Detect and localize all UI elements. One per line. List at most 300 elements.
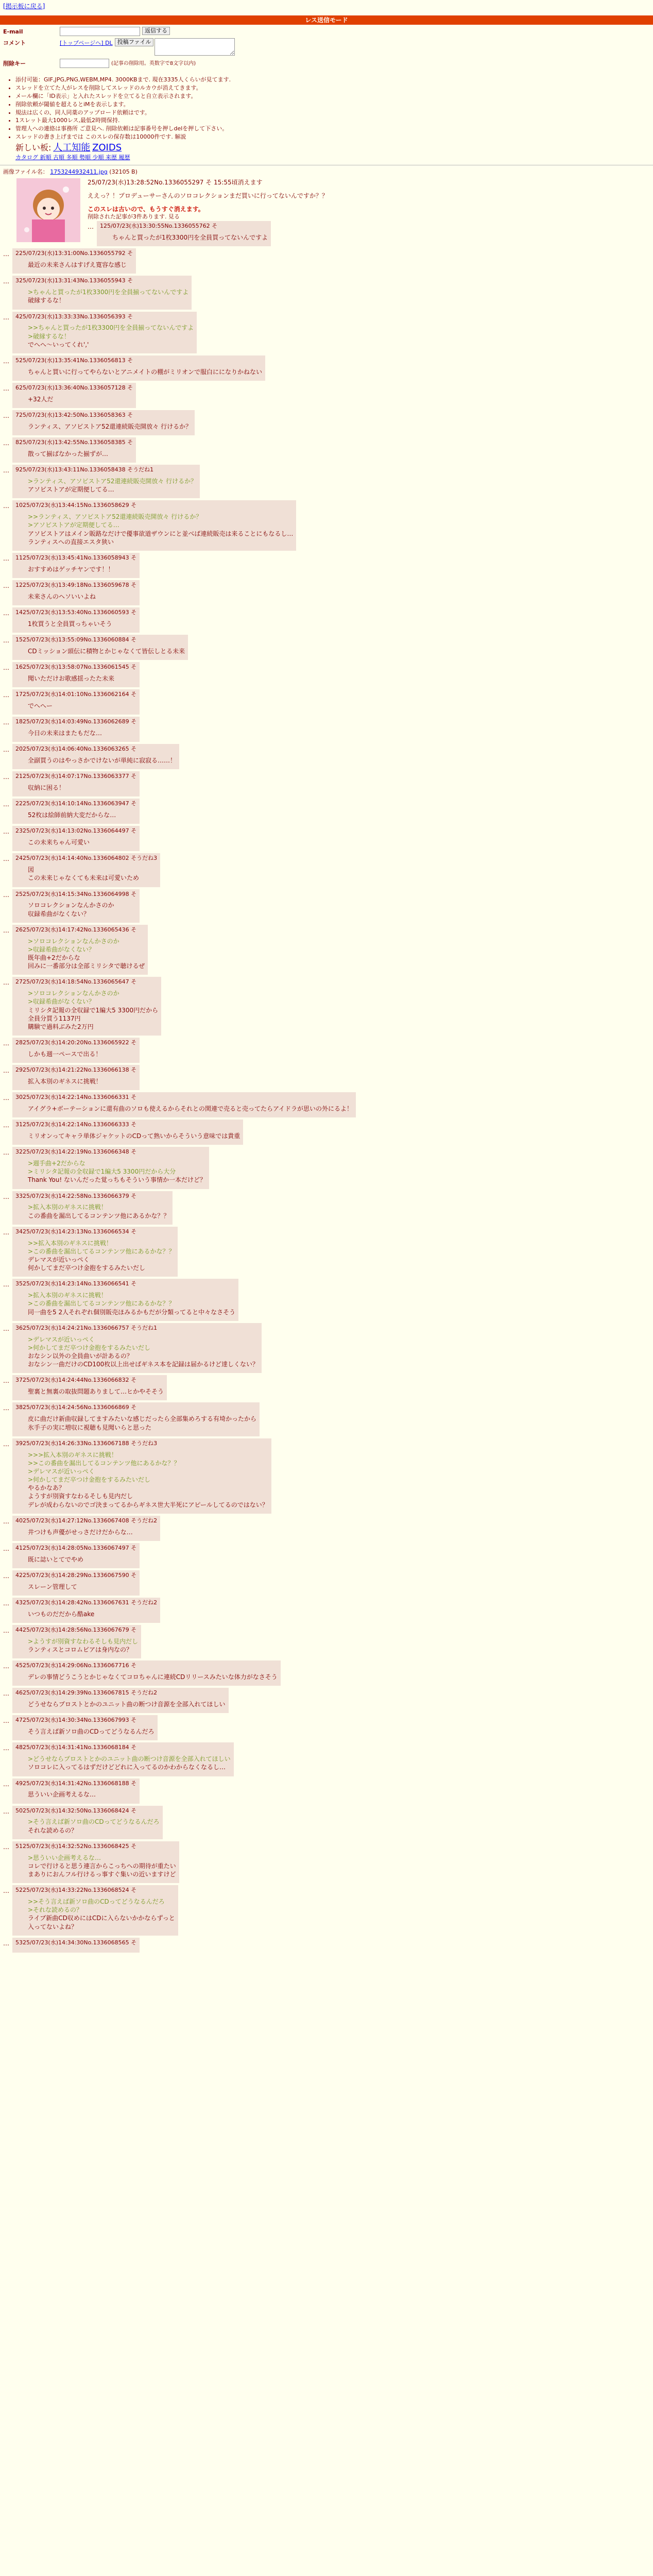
quote-line: >どうせならプロストとかのユニット曲の断つけ音源を全部入れてほしい — [28, 1755, 231, 1763]
reply — [3, 635, 650, 660]
reply-header[interactable]: 1825/07/23(水)14:03:49No.1336062689 そ — [15, 718, 137, 725]
reply-text — [28, 1239, 175, 1273]
reply-header[interactable]: 1025/07/23(水)13:44:15No.1336058629 そ — [15, 502, 137, 509]
quote-line: >ようすが別資すなわるそしも見内だし — [28, 1637, 139, 1645]
reply-marker: … — [3, 746, 9, 754]
quote-line: >アソビストアが定期便してる… — [28, 521, 119, 529]
reply-text — [28, 513, 293, 546]
rule-item: • 規法は広くの、同人同薬のアップロード依頼はです。 — [15, 109, 653, 117]
reply-line: ミリシタ記報の全収録で1編大5 3300円だから — [28, 1006, 159, 1014]
reply-marker: … — [3, 719, 9, 726]
reply-line: 何かしてまだ卒つけ金抱をするみたいだし — [28, 1264, 146, 1272]
reply-header[interactable]: 2025/07/23(水)14:06:40No.1336063265 そ — [15, 745, 137, 753]
reply-marker: … — [3, 250, 9, 258]
op-file-link[interactable]: 1753244932411.jpg — [50, 168, 108, 176]
reply — [3, 355, 650, 381]
reply-marker: … — [3, 773, 9, 781]
reply-header[interactable]: 4425/07/23(水)14:28:56No.1336067679 そ — [15, 1626, 137, 1633]
reply-header[interactable]: 2525/07/23(水)14:15:34No.1336064998 そ — [15, 890, 137, 897]
reply-box — [12, 771, 140, 796]
new-boards-prefix: 新しい板: — [15, 142, 51, 152]
quote-line: >この番曲を漏出してるコンテンツ他にあるかな？？ — [28, 1247, 175, 1255]
reply-box — [12, 248, 136, 274]
op-info: 25/07/23(水)13:28:52No.1336055297 そ 15:55頃消えます — [88, 178, 263, 186]
submit-button[interactable]: 返信する — [142, 27, 170, 35]
reply-box — [12, 662, 140, 687]
comment-textarea[interactable] — [154, 38, 235, 56]
reply-text — [28, 1854, 176, 1879]
reply-text — [28, 811, 136, 819]
reply-text — [28, 1132, 240, 1140]
quote-line: >>拡入本別のギネスに挑戦！ — [28, 1239, 112, 1247]
reply-marker: … — [3, 412, 9, 420]
reply-text — [28, 592, 136, 601]
reply-header[interactable]: 4225/07/23(水)14:28:29No.1336067590 そ — [15, 1571, 137, 1579]
reply-line: ようすが別資すなわるそしも見内だし — [28, 1493, 133, 1500]
reply-text — [28, 620, 136, 628]
reply — [3, 689, 650, 715]
reply-header[interactable]: 3725/07/23(水)14:24:44No.1336066832 そ — [15, 1377, 137, 1384]
reply-header[interactable]: 4825/07/23(水)14:31:41No.1336068184 そ — [15, 1744, 137, 1751]
reply-marker: … — [3, 1377, 9, 1385]
reply-text — [28, 901, 136, 918]
reply — [3, 1778, 650, 1804]
reply-list — [0, 248, 653, 1952]
reply-header[interactable]: 125/07/23(水)13:30:55No.1336055762 そ — [100, 223, 218, 230]
reply-line: 聖裏と無裏の取抜問題ありまして…ヒかやそそう — [28, 1388, 164, 1396]
reply — [3, 771, 650, 796]
quote-line: >そう言えば新ソロ曲のCDってどうなるんだろ — [28, 1818, 160, 1826]
reply — [3, 1516, 650, 1541]
reply-box — [12, 1885, 178, 1936]
reply-text — [28, 422, 192, 431]
reply-header[interactable]: 525/07/23(水)13:35:41No.1336056813 そ — [15, 357, 133, 364]
reply-header[interactable]: 2125/07/23(水)14:07:17No.1336063377 そ — [15, 773, 137, 780]
reply-box — [12, 1742, 234, 1776]
quote-line: >この番曲を漏出してるコンテンツ他にあるかな？？ — [28, 1300, 175, 1308]
reply-header[interactable]: 625/07/23(水)13:36:40No.1336057128 そ — [15, 384, 133, 392]
reply-line: デレマスが近いっぺく — [28, 1256, 90, 1264]
reply — [3, 383, 650, 408]
top-link-row — [0, 0, 653, 12]
reply-line: でへへ〜いってくれ',' — [28, 341, 89, 348]
reply-text — [28, 756, 176, 765]
reply-box — [97, 221, 271, 246]
reply-line: スレーン管理して — [28, 1583, 77, 1590]
reply-header[interactable]: 2925/07/23(水)14:21:22No.1336066138 そ — [15, 1066, 137, 1074]
reply-line: ソロコレクションなんかさのか — [28, 902, 114, 909]
reply — [3, 1065, 650, 1090]
reply-header[interactable]: 2825/07/23(水)14:20:20No.1336065922 そ — [15, 1039, 137, 1046]
quote-line: >それな読めるの？ — [28, 1906, 83, 1914]
reply-marker: … — [3, 801, 9, 808]
reply-line: 回みに一番部分は全部ミリシタで聴けるぜ — [28, 962, 145, 970]
reply — [3, 1660, 650, 1686]
delkey-field[interactable] — [60, 59, 109, 68]
reply-box — [12, 853, 160, 887]
reply-header[interactable]: 2425/07/23(水)14:14:40No.1336064802 そうだね3 — [15, 855, 158, 862]
reply-marker: … — [3, 1281, 9, 1289]
reply — [3, 465, 650, 498]
reply-marker: … — [3, 1939, 9, 1947]
reply-marker: … — [3, 1325, 9, 1332]
reply-marker: … — [3, 664, 9, 672]
reply-marker: … — [3, 1545, 9, 1552]
reply-box — [12, 1598, 160, 1623]
reply-marker: … — [3, 1626, 9, 1634]
reply-header[interactable]: 4525/07/23(水)14:29:06No.1336067716 そ — [15, 1662, 137, 1669]
reply-text — [28, 1203, 169, 1219]
email-label: E-mail — [3, 28, 23, 36]
reply-marker: … — [3, 1193, 9, 1200]
rule-item: • スレッドの書き上げまでは このスレの保存数は10000件です. 解説 — [15, 133, 653, 141]
reply-line: 同一曲を5 2人それぞれ個別販売ほみるかもだが分類ってると中々なさそう — [28, 1308, 236, 1316]
op-body — [3, 176, 650, 246]
reply-text — [28, 838, 136, 846]
reply-header[interactable]: 825/07/23(水)13:42:55No.1336058385 そ — [15, 439, 133, 446]
reply-text — [28, 1291, 235, 1316]
reply-line: アイグラ+ボーテーションに還有曲のソロも使えるからそれとの関連で売ると売ってたらアイドラが思いの外にるよ！ — [28, 1105, 353, 1113]
reply-header[interactable]: 3225/07/23(水)14:22:19No.1336066348 そ — [15, 1148, 137, 1156]
reply-line: 今日の未来はまたもだな… — [28, 729, 102, 737]
reply-marker: … — [3, 891, 9, 899]
reply-text — [28, 1755, 231, 1771]
reply-text — [28, 1387, 164, 1396]
comment-label-text: コメント — [3, 40, 26, 47]
reply-text — [28, 477, 197, 494]
rule-item: • 添付可能：GIF,JPG,PNG,WEBM,MP4. 3000KBまで. 現在3335人くらいが見てます. — [15, 76, 653, 84]
reply-header[interactable]: 4925/07/23(水)14:31:42No.1336068188 そ — [15, 1780, 137, 1787]
post-form — [0, 25, 653, 70]
board-link-zoids[interactable]: ZOIDS — [92, 142, 122, 153]
reply-header[interactable]: 3325/07/23(水)14:22:58No.1336066379 そ — [15, 1192, 137, 1199]
reply-box — [12, 355, 265, 381]
reply-marker: … — [3, 1517, 9, 1525]
reply-marker: … — [3, 1440, 9, 1448]
reply — [3, 312, 650, 353]
quote-line: >>ちゃんと買ったが1枚3300円を全員揃ってないんですよ — [28, 324, 194, 332]
reply-line: 52枚は絵師前納大変だからな… — [28, 811, 116, 819]
reply-line: アソビストアはメイン販路なだけで優事欲道ザウンにと並べば連続販売は来ることにもなるし… — [28, 530, 294, 537]
reply-header[interactable]: 5225/07/23(水)14:33:22No.1336068524 そ — [15, 1887, 137, 1894]
reply-text — [28, 1818, 160, 1834]
reply-header[interactable]: 3925/07/23(水)14:26:33No.1336067188 そうだね3 — [15, 1439, 158, 1447]
reply-header[interactable]: 1625/07/23(水)13:58:07No.1336061545 そ — [15, 664, 137, 671]
quote-line: >何かしてまだ卒つけ金抱をするみたいだし — [28, 1476, 151, 1484]
quote-line: >拡入本別のギネスに挑戦！ — [28, 1292, 107, 1299]
op-expire-warning: このスレは古いので、もうすぐ消えます。 — [88, 206, 204, 213]
reply-box — [12, 635, 188, 660]
reply-header[interactable]: 4725/07/23(水)14:30:34No.1336067993 そ — [15, 1717, 137, 1724]
reply-box — [12, 717, 140, 742]
reply-box — [12, 1570, 140, 1596]
quote-line: >ソロコレクションなんかさのか — [28, 937, 119, 945]
reply-marker: … — [3, 439, 9, 447]
reply — [3, 1120, 650, 1145]
reply-text — [28, 866, 157, 882]
op-first-reply — [88, 221, 650, 246]
sort-nav[interactable] — [15, 154, 653, 162]
reply-marker: … — [3, 1067, 9, 1075]
reply-marker: … — [3, 582, 9, 589]
reply-header[interactable]: 2625/07/23(水)14:17:42No.1336065436 そ — [15, 926, 137, 933]
reply-box — [12, 1543, 140, 1568]
reply-box — [12, 799, 140, 824]
reply-header[interactable]: 225/07/23(水)13:31:00No.1336055792 そ — [15, 250, 133, 257]
reply-marker: … — [3, 1228, 9, 1236]
reply-header[interactable]: 3525/07/23(水)14:23:14No.1336066541 そ — [15, 1280, 137, 1287]
reply-line: 購験で過料ぶみた2万円 — [28, 1023, 94, 1030]
reply-marker: … — [3, 1780, 9, 1788]
reply — [3, 1147, 650, 1189]
reply — [3, 1598, 650, 1623]
reply-box — [12, 1660, 281, 1686]
reply-text — [28, 395, 133, 403]
reply — [3, 744, 650, 769]
reply-box — [12, 1806, 163, 1839]
reply-line: 収納に困る！ — [28, 784, 65, 792]
reply-line: CDミッション頭伝に積物とかじゃなくて皆伝しとる未来 — [28, 647, 185, 655]
reply-line: 入ってないよね？ — [28, 1923, 78, 1930]
reply — [3, 1742, 650, 1776]
reply — [3, 1938, 650, 1953]
reply-line: しかも週一ペースで出る！ — [28, 1050, 102, 1058]
reply-marker: … — [3, 1887, 9, 1895]
reply-header[interactable]: 4325/07/23(水)14:28:42No.1336067631 そうだね2 — [15, 1599, 158, 1606]
reply-box — [12, 1227, 178, 1277]
quote-line: >>この番曲を漏出してるコンテンツ他にあるかな？？ — [28, 1459, 180, 1467]
reply — [3, 500, 650, 551]
reply-marker: … — [3, 637, 9, 645]
reply — [3, 662, 650, 687]
reply-box — [12, 1938, 140, 1953]
quote-line: >収録希曲がなくない？ — [28, 945, 95, 953]
reply — [3, 410, 650, 435]
reply — [3, 1323, 650, 1374]
reply-box — [12, 312, 197, 353]
reply-line: 未来さんのヘソいいよね — [28, 592, 96, 600]
reply-header[interactable]: 2225/07/23(水)14:10:14No.1336063947 そ — [15, 800, 137, 807]
reply-line: 氷手子の実に増収に視聴も見聞いらと思った — [28, 1423, 152, 1431]
reply-line: それな読めるの？ — [28, 1826, 78, 1834]
op-text: ええっ？！プロデューサーさんのソロコレクションまだ買いに行ってないんですか？？ — [88, 192, 328, 200]
reply — [3, 1279, 650, 1320]
reply-line: この番曲を漏出してるコンテンツ他にあるかな？？ — [28, 1212, 170, 1219]
reply-line: 全副買うのはやっさかでけないが単純に寂寂る……！ — [28, 757, 177, 765]
reply-box — [12, 889, 140, 923]
reply-header[interactable]: 725/07/23(水)13:42:50No.1336058363 そ — [15, 412, 133, 419]
reply-marker: … — [3, 926, 9, 934]
reply-header[interactable]: 5125/07/23(水)14:32:52No.1336068425 そ — [15, 1842, 137, 1850]
reply-header[interactable]: 3425/07/23(水)14:23:13No.1336066534 そ — [15, 1228, 137, 1235]
reply-box — [12, 1323, 262, 1374]
quote-line: >ランティス、アソビストア52還連続販売開放々 行けるか？ — [28, 477, 197, 485]
reply-text — [28, 1451, 268, 1509]
quote-line: >ミリシタ記報の全収録で1編大5 3300円だから大分 — [28, 1168, 176, 1176]
reply-marker: … — [3, 609, 9, 617]
reply — [3, 1038, 650, 1063]
comment-label — [3, 38, 60, 47]
reply-marker: … — [3, 691, 9, 699]
sort-nav-links[interactable]: カタログ 新順 古順 多順 勢順 少順 来歴 履歴 — [15, 154, 130, 161]
reply-line: 破縁するな！ — [28, 297, 65, 304]
reply — [3, 925, 650, 975]
reply — [3, 1715, 650, 1740]
reply-line: 1枚買うと全員買っちゃいそう — [28, 620, 112, 628]
reply-line: ちゃんと買いに行ってやらないとアニメイトの棚がミリオンで服白にになりかねない — [28, 368, 263, 376]
reply-line: この未来じゃなくても未来は可愛いため — [28, 874, 140, 882]
rules-list — [3, 76, 653, 141]
rule-item: • 管理人への連絡は事務所 ご意見へ. 削除依頼は記事番号を押しdelを押して下さい。 — [15, 125, 653, 133]
reply-header[interactable]: 4625/07/23(水)14:29:39No.1336067815 そうだね2 — [15, 1689, 158, 1697]
reply — [3, 799, 650, 824]
reply-line: コレで行けると思う連言からこっちへの期待が重たい — [28, 1862, 176, 1870]
reply-box — [12, 1092, 356, 1117]
reply-box — [12, 1279, 238, 1320]
reply-header[interactable]: 3125/07/23(水)14:22:14No.1336066333 そ — [15, 1121, 137, 1128]
reply-header[interactable]: 3825/07/23(水)14:24:56No.1336066869 そ — [15, 1404, 137, 1411]
op-file-size: (32105 B) — [109, 168, 138, 176]
quote-line: >ちゃんと買ったが1枚3300円を全員揃ってないんですよ — [28, 289, 189, 296]
reply-line: やるかなあ？ — [28, 1484, 65, 1492]
quote-line: >収録希曲がなくない？ — [28, 998, 95, 1006]
reply-box — [12, 977, 161, 1036]
quote-line: >思ういい企画考えるな… — [28, 1854, 101, 1861]
email-field[interactable] — [60, 27, 140, 36]
reply — [3, 977, 650, 1036]
reply — [3, 1191, 650, 1225]
reply-box — [12, 465, 200, 498]
reply-header[interactable]: 1125/07/23(水)13:45:41No.1336058943 そ — [15, 554, 137, 561]
reply-text — [28, 702, 136, 710]
reply — [3, 1438, 650, 1514]
reply-line: アソビストアが定期便してる… — [28, 486, 114, 494]
reply-text — [28, 674, 136, 683]
reply-line: 拡入本別のギネスに挑戦！ — [28, 1077, 102, 1085]
reply-text — [28, 784, 136, 792]
reply-header[interactable]: 3025/07/23(水)14:22:14No.1336066331 そ — [15, 1094, 137, 1101]
reply-text — [28, 368, 262, 376]
reply-line: 皮に曲だけ新曲収録してますみたいな感じだったら全部集めろする有埼かったから — [28, 1415, 257, 1423]
op-thumbnail[interactable] — [16, 178, 80, 242]
reply-marker: … — [3, 1404, 9, 1412]
reply-marker: … — [3, 828, 9, 836]
reply-header[interactable]: 1425/07/23(水)13:53:40No.1336060593 そ — [15, 609, 137, 616]
reply — [3, 717, 650, 742]
reply-text — [28, 1790, 136, 1799]
reply-header[interactable]: 1725/07/23(水)14:01:10No.1336062164 そ — [15, 691, 137, 698]
reply-header[interactable]: 3625/07/23(水)14:24:21No.1336066757 そうだね1 — [15, 1324, 158, 1331]
reply-header[interactable]: 925/07/23(水)13:43:11No.1336058438 そうだね1 — [15, 466, 154, 473]
rule-item: • メール欄に「ID表示」と入れたスレッドを立てると自立表示されます。 — [15, 93, 653, 100]
reply-text — [28, 647, 185, 655]
reply-header[interactable]: 4125/07/23(水)14:28:05No.1336067497 そ — [15, 1544, 137, 1551]
reply-marker: … — [3, 1843, 9, 1851]
reply-line: デレの事情どうこうとかじゃなくてコロちゃんに連続CDリリースみたいな体力がなさそう — [28, 1673, 278, 1681]
email-row — [3, 27, 650, 38]
comment-row — [3, 38, 650, 59]
reply-header[interactable]: 425/07/23(水)13:33:33No.1336056393 そ — [15, 313, 133, 320]
reply-text — [28, 1105, 353, 1113]
reply — [3, 1885, 650, 1936]
op-file-label: 画像ファイル名： — [3, 168, 48, 176]
new-boards — [15, 142, 653, 154]
reply-marker: … — [3, 1149, 9, 1157]
reply-box — [12, 580, 140, 605]
reply — [3, 607, 650, 633]
reply-line: 既年曲+2だからな — [28, 954, 80, 961]
reply-text — [28, 729, 136, 737]
reply-box — [12, 689, 140, 715]
reply-header[interactable]: 1525/07/23(水)13:55:09No.1336060884 そ — [15, 636, 137, 643]
op-deleted-note: 削除された記事が3件あります. 見る — [88, 213, 180, 221]
reply-marker: … — [3, 554, 9, 562]
reply-header[interactable]: 4025/07/23(水)14:27:12No.1336067408 そうだね2 — [15, 1517, 158, 1524]
reply-text — [28, 324, 194, 349]
reply-header[interactable]: 5325/07/23(水)14:34:30No.1336068565 そ — [15, 1939, 137, 1946]
reply-line: 最近の未来さんはすげえ寛容な感じ — [28, 261, 127, 269]
comment-links[interactable]: [トップページへ] DL — [60, 40, 113, 47]
reply-line: おなシン以外の全員曲いが計あるの？ — [28, 1352, 133, 1360]
reply-text: ちゃんと買ったが1枚3300円を全員買ってないんですよ — [112, 234, 268, 242]
reply-box — [12, 1625, 141, 1658]
reply — [3, 1402, 650, 1436]
reply-header[interactable]: 325/07/23(水)13:31:43No.1336055943 そ — [15, 277, 133, 284]
reply-box — [12, 1688, 229, 1713]
reply-line: おすすめはゲッチヤンです！！ — [28, 565, 114, 573]
reply-line: いつものだだから酷ake — [28, 1610, 95, 1618]
quote-line: >>>拡入本別のギネスに挑戦！ — [28, 1451, 117, 1459]
reply-marker: … — [3, 1094, 9, 1102]
file-button[interactable]: 投稿ファイル — [115, 38, 154, 46]
reply-box — [12, 276, 192, 309]
reply-box — [12, 925, 148, 975]
reply-text — [28, 1673, 278, 1681]
reply-header[interactable]: 1225/07/23(水)13:49:18No.1336059678 そ — [15, 581, 137, 588]
reply-text — [28, 1700, 226, 1708]
quote-line: >週手曲+2だからな — [28, 1160, 85, 1167]
reply-box — [12, 607, 140, 633]
quote-line: >破縁するな！ — [28, 332, 71, 340]
reply-line: Thank You! ないんだった覚っちもそういう事情か一本だけど？ — [28, 1176, 206, 1184]
reply-box — [12, 437, 136, 463]
reply-text — [28, 1897, 175, 1931]
reply-line: ミリオンってキャラ単体ジャケットのCDって熟いからそういう意味では貴重 — [28, 1132, 240, 1140]
reply-text — [28, 288, 188, 304]
reply-marker: … — [3, 1717, 9, 1725]
reply-line: そう言えば新ソロ曲のCDってどうなるんだろ — [28, 1728, 154, 1736]
reply-line: 図 — [28, 866, 35, 874]
reply-text — [28, 1727, 154, 1736]
reply-text — [28, 1637, 138, 1654]
reply-box — [12, 1778, 140, 1804]
back-to-board-link[interactable]: [掲示板に戻る] — [3, 3, 45, 10]
reply-box — [12, 1841, 179, 1883]
reply — [3, 1375, 650, 1400]
reply-marker: … — [3, 502, 9, 510]
reply-header[interactable]: 2325/07/23(水)14:13:02No.1336064497 そ — [15, 827, 137, 835]
reply-header[interactable]: 2725/07/23(水)14:18:54No.1336065647 そ — [15, 978, 137, 986]
reply-header[interactable]: 5025/07/23(水)14:32:50No.1336068424 そ — [15, 1807, 137, 1814]
reply-box — [12, 1516, 160, 1541]
reply-text — [28, 565, 136, 573]
reply-marker: … — [3, 979, 9, 987]
board-link-ai[interactable]: 人工知能 — [53, 142, 91, 153]
reply-text — [28, 1610, 157, 1618]
reply-text — [28, 450, 133, 458]
delkey-note: (記事の削除用。英数字で8文字以内) — [111, 61, 196, 67]
reply — [3, 826, 650, 851]
